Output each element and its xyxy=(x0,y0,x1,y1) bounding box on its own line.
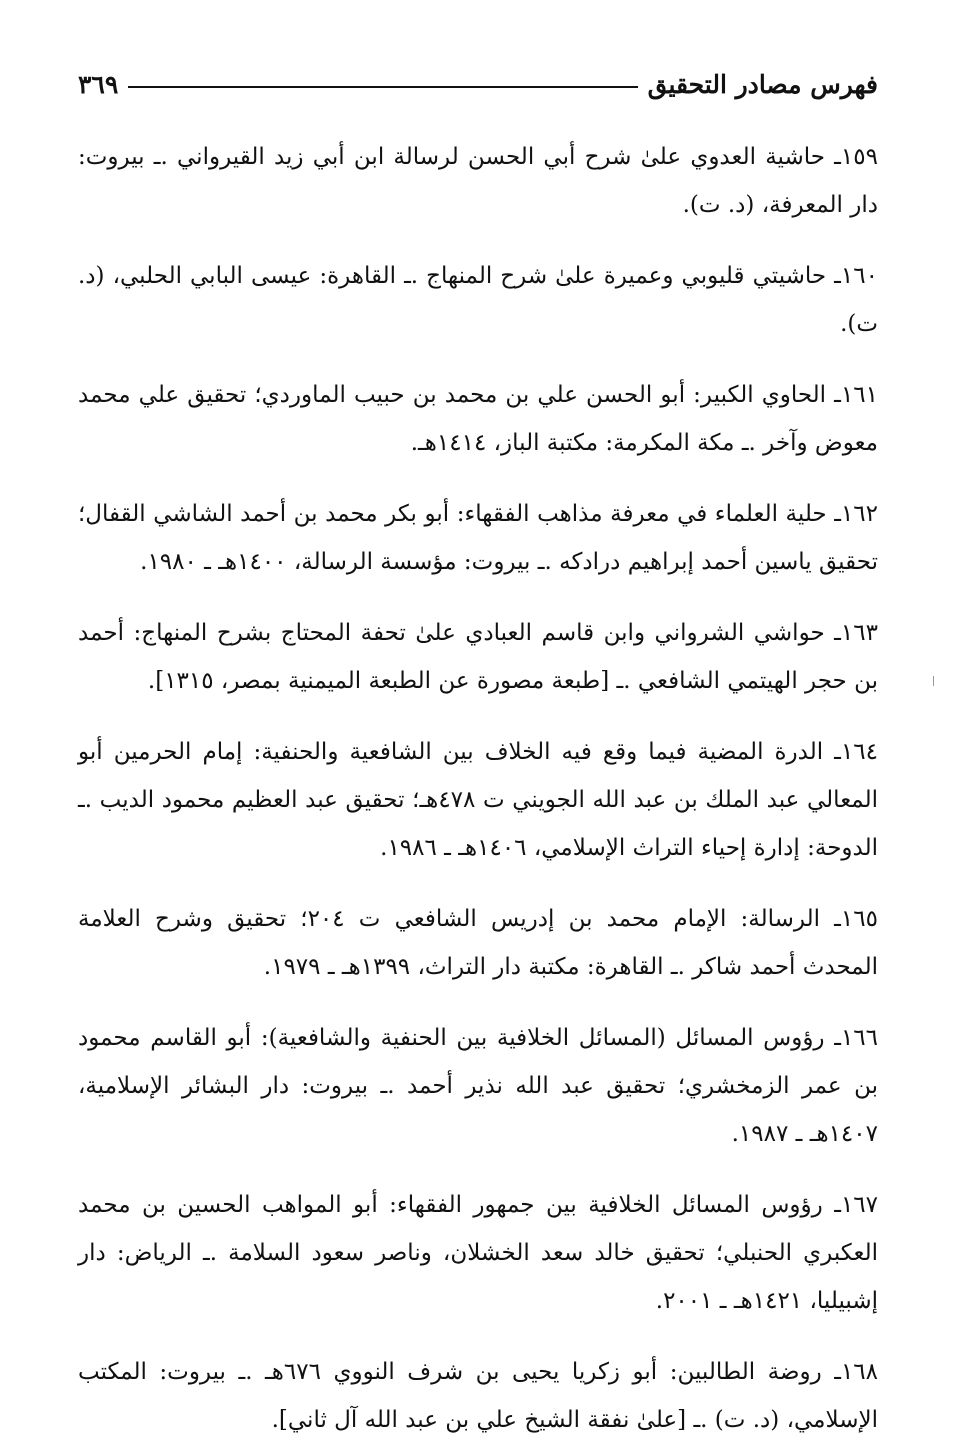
entry-number: ١٦٤ xyxy=(840,739,878,765)
entry-number: ١٦٥ xyxy=(840,906,878,932)
bibliography-entry: ١٦٠ـ حاشيتي قليوبي وعميرة علىٰ شرح المنهاج .ـ القاهرة: عيسى البابي الحلبي، (د. ت). xyxy=(78,263,878,337)
bibliography-list xyxy=(78,133,878,1444)
entry-text: الحاوي الكبير: أبو الحسن علي بن محمد بن حبيب الماوردي؛ تحقيق علي محمد معوض وآخر .ـ مكة المكرمة: مكتبة الباز، ١٤١٤هـ. xyxy=(78,382,878,456)
entry-text: حاشيتي قليوبي وعميرة علىٰ شرح المنهاج .ـ القاهرة: عيسى البابي الحلبي، (د. ت). xyxy=(78,263,878,337)
bibliography-entry: ١٦١ـ الحاوي الكبير: أبو الحسن علي بن محمد بن حبيب الماوردي؛ تحقيق علي محمد معوض وآخر .ـ مكة المكرمة: مكتبة الباز، ١٤١٤هـ. xyxy=(78,382,878,456)
entry-number: ١٦٧ xyxy=(840,1192,878,1218)
bibliography-entry: ١٦٤ـ الدرة المضية فيما وقع فيه الخلاف بين الشافعية والحنفية: إمام الحرمين أبو المعالي عبد الملك بن عبد الله الجويني ت ٤٧٨هـ؛ تحقيق عبد العظيم محمود الديب .ـ الدوحة: إدارة إحياء التراث الإسلامي، ١٤٠٦هـ ـ ١٩٨٦. xyxy=(78,739,878,861)
entry-number: ١٦٢ xyxy=(840,501,878,527)
bibliography-entry: ١٦٢ـ حلية العلماء في معرفة مذاهب الفقهاء: أبو بكر محمد بن أحمد الشاشي القفال؛ تحقيق ياسين أحمد إبراهيم درادكه .ـ بيروت: مؤسسة الرسالة، ١٤٠٠هـ ـ ١٩٨٠. xyxy=(78,501,878,575)
entry-number: ١٦٨ xyxy=(840,1359,879,1385)
margin-mark xyxy=(933,676,934,686)
entry-text: حواشي الشرواني وابن قاسم العبادي علىٰ تحفة المحتاج بشرح المنهاج: أحمد بن حجر الهيتمي الشافعي .ـ [طبعة مصورة عن الطبعة الميمنية بمصر، ١٣١٥]. xyxy=(78,620,878,694)
bibliography-entry: ١٦٣ـ حواشي الشرواني وابن قاسم العبادي علىٰ تحفة المحتاج بشرح المنهاج: أحمد بن حجر الهيتمي الشافعي .ـ [طبعة مصورة عن الطبعة الميمنية بمصر، ١٣١٥]. xyxy=(78,620,878,694)
entry-number: ١٦٦ xyxy=(840,1025,878,1051)
entry-text: الرسالة: الإمام محمد بن إدريس الشافعي ت ٢٠٤؛ تحقيق وشرح العلامة المحدث أحمد شاكر .ـ القاهرة: مكتبة دار التراث، ١٣٩٩هـ ـ ١٩٧٩. xyxy=(78,906,878,980)
bibliography-entry: ١٥٩ـ حاشية العدوي علىٰ شرح أبي الحسن لرسالة ابن أبي زيد القيرواني .ـ بيروت: دار المعرفة، (د. ت). xyxy=(78,144,878,218)
bibliography-entry: ١٦٧ـ رؤوس المسائل الخلافية بين جمهور الفقهاء: أبو المواهب الحسين بن محمد العكبري الحنبلي؛ تحقيق خالد سعد الخشلان، وناصر سعود السلامة .ـ الرياض: دار إشبيليا، ١٤٢١هـ ـ ٢٠٠١. xyxy=(78,1192,878,1314)
bibliography-entry: ١٦٦ـ رؤوس المسائل (المسائل الخلافية بين الحنفية والشافعية): أبو القاسم محمود بن عمر الزمخشري؛ تحقيق عبد الله نذير أحمد .ـ بيروت: دار البشائر الإسلامية، ١٤٠٧هـ ـ ١٩٨٧. xyxy=(78,1025,878,1147)
bibliography-entry: ١٦٥ـ الرسالة: الإمام محمد بن إدريس الشافعي ت ٢٠٤؛ تحقيق وشرح العلامة المحدث أحمد شاكر .ـ القاهرة: مكتبة دار التراث، ١٣٩٩هـ ـ ١٩٧٩. xyxy=(78,906,878,980)
entry-text: رؤوس المسائل (المسائل الخلافية بين الحنفية والشافعية): أبو القاسم محمود بن عمر الزمخشري؛ تحقيق عبد الله نذير أحمد .ـ بيروت: دار البشائر الإسلامية، ١٤٠٧هـ ـ ١٩٨٧. xyxy=(78,1025,878,1147)
bibliography-entry: ١٦٨ـ روضة الطالبين: أبو زكريا يحيى بن شرف النووي ٦٧٦هـ .ـ بيروت: المكتب الإسلامي، (د. ت) .ـ [علىٰ نفقة الشيخ علي بن عبد الله آل ثاني]. xyxy=(78,1359,879,1433)
entry-text: روضة الطالبين: أبو زكريا يحيى بن شرف النووي ٦٧٦هـ .ـ بيروت: المكتب الإسلامي، (د. ت) .ـ [علىٰ نفقة الشيخ علي بن عبد الله آل ثاني]. xyxy=(78,1359,878,1433)
entry-number: ١٦١ xyxy=(840,382,878,408)
entry-text: حلية العلماء في معرفة مذاهب الفقهاء: أبو بكر محمد بن أحمد الشاشي القفال؛ تحقيق ياسين أحمد إبراهيم درادكه .ـ بيروت: مؤسسة الرسالة، ١٤٠٠هـ ـ ١٩٨٠. xyxy=(78,501,878,575)
header-rule xyxy=(128,86,637,88)
running-header xyxy=(78,58,878,110)
entry-number: ١٦٣ xyxy=(840,620,878,646)
entry-number: ١٦٠ xyxy=(840,263,878,289)
page-number: ٣٦٩ xyxy=(78,69,119,99)
header-title: فهرس مصادر التحقيق xyxy=(647,69,878,99)
entry-number: ١٥٩ xyxy=(840,144,878,170)
entry-text: رؤوس المسائل الخلافية بين جمهور الفقهاء: أبو المواهب الحسين بن محمد العكبري الحنبلي؛ تحقيق خالد سعد الخشلان، وناصر سعود السلامة .ـ الرياض: دار إشبيليا، ١٤٢١هـ ـ ٢٠٠١. xyxy=(78,1192,878,1314)
document-page xyxy=(78,58,878,1453)
entry-text: حاشية العدوي علىٰ شرح أبي الحسن لرسالة ابن أبي زيد القيرواني .ـ بيروت: دار المعرفة، (د. ت). xyxy=(78,144,878,218)
entry-text: الدرة المضية فيما وقع فيه الخلاف بين الشافعية والحنفية: إمام الحرمين أبو المعالي عبد الملك بن عبد الله الجويني ت ٤٧٨هـ؛ تحقيق عبد العظيم محمود الديب .ـ الدوحة: إدارة إحياء التراث الإسلامي، ١٤٠٦هـ ـ ١٩٨٦. xyxy=(78,739,878,861)
